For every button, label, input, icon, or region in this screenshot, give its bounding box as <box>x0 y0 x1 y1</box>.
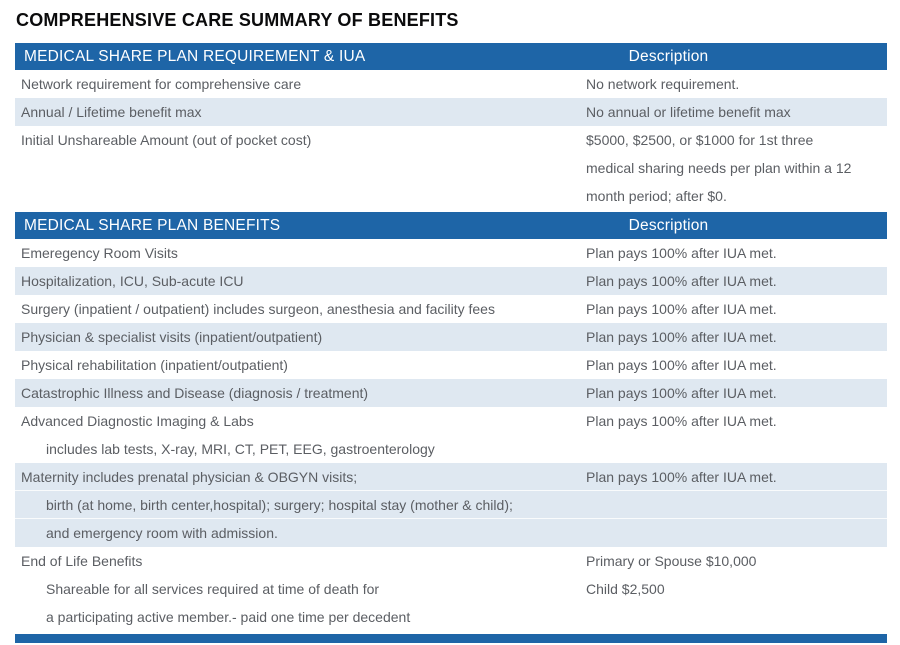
section-rows <box>15 70 887 210</box>
benefit-row-line <box>15 547 887 575</box>
benefit-item-cell <box>15 154 578 182</box>
benefit-description-cell: No network requirement. <box>586 76 740 92</box>
benefit-row-line <box>15 519 887 547</box>
section-header-label: MEDICAL SHARE PLAN BENEFITS <box>24 217 281 234</box>
benefit-item-cell: End of Life Benefits <box>21 553 143 569</box>
benefit-description-cell: Plan pays 100% after IUA met. <box>586 413 777 429</box>
benefits-section <box>15 212 887 631</box>
benefit-item-cell: birth (at home, birth center,hospital); surgery; hospital stay (mother & child); <box>46 497 513 513</box>
benefit-description-cell <box>578 491 887 518</box>
benefit-item-cell: Surgery (inpatient / outpatient) includes surgeon, anesthesia and facility fees <box>21 301 495 317</box>
benefit-row-line <box>15 323 887 351</box>
benefit-item-cell <box>15 182 578 210</box>
benefit-row-line <box>15 491 887 519</box>
section-rows <box>15 239 887 631</box>
description-column-header: Description <box>628 48 709 65</box>
benefit-description-cell <box>578 435 887 463</box>
benefit-row <box>15 463 887 547</box>
benefit-row <box>15 267 887 295</box>
benefit-row-line <box>15 435 887 463</box>
benefit-row <box>15 323 887 351</box>
benefit-description-cell: medical sharing needs per plan within a 12 <box>586 160 852 176</box>
benefit-description-cell: Plan pays 100% after IUA met. <box>586 357 777 373</box>
benefit-description-cell: Plan pays 100% after IUA met. <box>586 245 777 261</box>
benefit-item-cell: Physician & specialist visits (inpatient/outpatient) <box>21 329 323 345</box>
benefit-description-cell: $5000, $2500, or $1000 for 1st three <box>586 132 814 148</box>
benefit-item-cell: Emeregency Room Visits <box>21 245 178 261</box>
benefit-item-cell: Hospitalization, ICU, Sub-acute ICU <box>21 273 244 289</box>
benefit-description-cell: month period; after $0. <box>586 188 727 204</box>
benefit-row <box>15 379 887 407</box>
benefit-row-line <box>15 407 887 435</box>
benefit-row <box>15 295 887 323</box>
benefit-row-line <box>15 126 887 154</box>
benefit-row-line <box>15 154 887 182</box>
benefit-item-cell: a participating active member.- paid one time per decedent <box>46 609 411 625</box>
benefit-item-cell: Maternity includes prenatal physician & OBGYN visits; <box>21 469 358 485</box>
benefit-row <box>15 98 887 126</box>
benefit-item-cell: Shareable for all services required at time of death for <box>46 581 380 597</box>
benefit-description-cell: Plan pays 100% after IUA met. <box>586 469 777 485</box>
benefit-description-cell: Child $2,500 <box>586 581 665 597</box>
benefit-row <box>15 70 887 98</box>
benefit-row-line <box>15 351 887 379</box>
benefit-description-cell: Plan pays 100% after IUA met. <box>586 273 777 289</box>
section-header-label: MEDICAL SHARE PLAN REQUIREMENT & IUA <box>24 48 366 65</box>
benefit-row-line <box>15 295 887 323</box>
benefit-row-line <box>15 239 887 267</box>
footer-bar <box>15 634 887 643</box>
benefit-item-cell: Initial Unshareable Amount (out of pocket cost) <box>21 132 312 148</box>
benefit-row <box>15 351 887 379</box>
benefit-row <box>15 407 887 463</box>
section-header <box>15 43 887 70</box>
benefit-description-cell <box>578 603 887 631</box>
benefit-row-line <box>15 70 887 98</box>
section-header <box>15 212 887 239</box>
benefit-row-line <box>15 379 887 407</box>
benefit-item-cell: Physical rehabilitation (inpatient/outpatient) <box>21 357 288 373</box>
benefit-description-cell: Primary or Spouse $10,000 <box>586 553 757 569</box>
benefit-row <box>15 547 887 631</box>
benefit-row-line <box>15 463 887 491</box>
benefits-section <box>15 43 887 210</box>
benefit-description-cell: Plan pays 100% after IUA met. <box>586 329 777 345</box>
benefit-row <box>15 126 887 210</box>
benefit-item-cell: includes lab tests, X-ray, MRI, CT, PET, EEG, gastroenterology <box>46 441 435 457</box>
benefit-row-line <box>15 98 887 126</box>
benefit-item-cell: Catastrophic Illness and Disease (diagnosis / treatment) <box>21 385 369 401</box>
benefits-table <box>15 43 887 631</box>
benefit-row-line <box>15 575 887 603</box>
benefit-description-cell: Plan pays 100% after IUA met. <box>586 301 777 317</box>
benefit-row-line <box>15 603 887 631</box>
benefit-item-cell: Network requirement for comprehensive care <box>21 76 302 92</box>
benefit-row <box>15 239 887 267</box>
benefit-description-cell: No annual or lifetime benefit max <box>586 104 791 120</box>
benefit-row-line <box>15 182 887 210</box>
page-title: COMPREHENSIVE CARE SUMMARY OF BENEFITS <box>16 10 459 30</box>
benefit-description-cell: Plan pays 100% after IUA met. <box>586 385 777 401</box>
benefit-row-line <box>15 267 887 295</box>
benefit-item-cell: and emergency room with admission. <box>46 525 278 541</box>
benefit-description-cell <box>578 519 887 547</box>
benefit-item-cell: Advanced Diagnostic Imaging & Labs <box>21 413 254 429</box>
description-column-header: Description <box>628 217 709 234</box>
benefit-item-cell: Annual / Lifetime benefit max <box>21 104 202 120</box>
